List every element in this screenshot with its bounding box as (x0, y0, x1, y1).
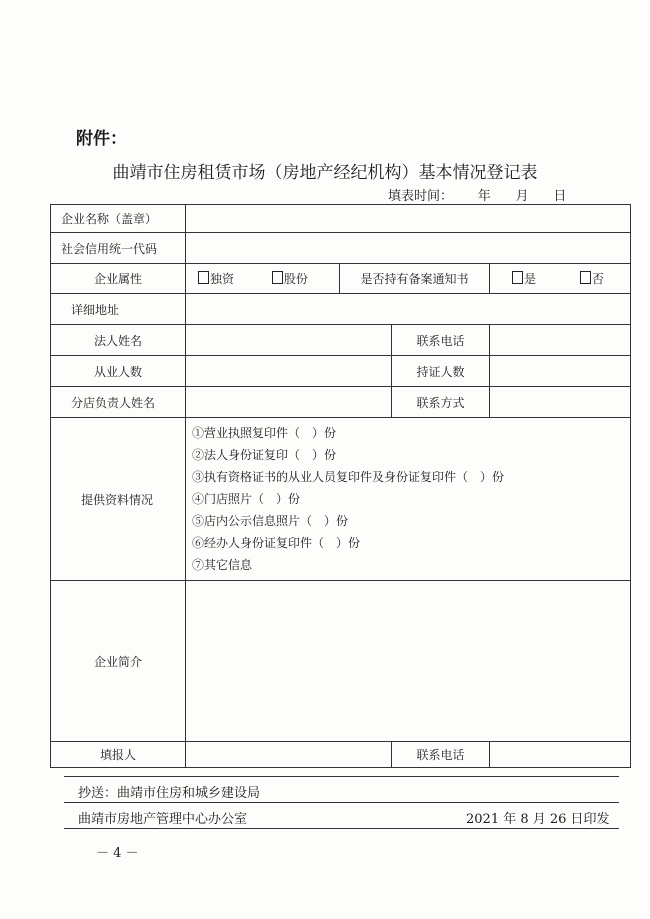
row-legal-person (51, 325, 631, 356)
credit-code-field[interactable] (186, 233, 631, 264)
registration-form (50, 204, 631, 768)
option-share[interactable]: 股份 (272, 270, 308, 287)
row-materials (51, 418, 631, 581)
checkbox-icon (512, 271, 523, 284)
contact-method-field[interactable] (490, 387, 631, 418)
attribute-label: 企业属性 (51, 264, 186, 294)
fill-time: 填表时间： 年 月 日 (388, 189, 567, 204)
form-title: 曲靖市住房租赁市场（房地产经纪机构）基本情况登记表 (112, 163, 538, 183)
cc-line: 抄送：曲靖市住房和城乡建设局 (78, 786, 261, 801)
branch-manager-label: 分店负责人姓名 (51, 387, 186, 418)
intro-label: 企业简介 (51, 581, 186, 742)
materials-label: 提供资料情况 (51, 418, 186, 581)
row-branch-manager (51, 387, 631, 418)
attachment-label: 附件： (76, 129, 127, 149)
filler-field[interactable] (186, 742, 392, 768)
row-filler (51, 742, 631, 768)
row-employees (51, 356, 631, 387)
page-number: － 4 － (96, 846, 139, 861)
address-label: 详细地址 (51, 294, 186, 325)
certified-field[interactable] (490, 356, 631, 387)
issuing-office: 曲靖市房地产管理中心办公室 (78, 812, 248, 827)
option-yes[interactable]: 是 (512, 270, 536, 287)
checkbox-icon (580, 271, 591, 284)
material-item: ①营业执照复印件（ ）份 (192, 426, 337, 440)
material-item: ②法人身份证复印（ ）份 (192, 448, 337, 462)
material-item: ⑦其它信息 (192, 558, 253, 572)
material-item: ③执有资格证书的从业人员复印件及身份证复印件（ ）份 (192, 470, 505, 484)
footer-middle-rule (64, 802, 619, 803)
contact-phone-label: 联系电话 (392, 325, 490, 356)
legal-person-field[interactable] (186, 325, 392, 356)
material-item: ⑤店内公示信息照片（ ）份 (192, 514, 349, 528)
option-no[interactable]: 否 (580, 270, 604, 287)
address-field[interactable] (186, 294, 631, 325)
footer-bottom-rule (64, 828, 619, 829)
row-company-name (51, 205, 631, 233)
employees-field[interactable] (186, 356, 392, 387)
material-item: ⑥经办人身份证复印件（ ）份 (192, 536, 361, 550)
contact-phone-field[interactable] (490, 325, 631, 356)
employees-label: 从业人数 (51, 356, 186, 387)
filler-label: 填报人 (51, 742, 186, 768)
materials-list (186, 418, 631, 581)
filing-options (490, 264, 631, 294)
branch-manager-field[interactable] (186, 387, 392, 418)
company-name-label: 企业名称（盖章） (51, 205, 186, 233)
row-address (51, 294, 631, 325)
certified-label: 持证人数 (392, 356, 490, 387)
row-credit-code (51, 233, 631, 264)
company-name-field[interactable] (186, 205, 631, 233)
legal-person-label: 法人姓名 (51, 325, 186, 356)
row-attribute (51, 264, 631, 294)
issue-date: 2021 年 8 月 26 日印发 (466, 812, 610, 827)
material-item: ④门店照片（ ）份 (192, 492, 301, 506)
footer-top-rule (64, 776, 619, 777)
filler-phone-field[interactable] (490, 742, 631, 768)
filler-phone-label: 联系电话 (392, 742, 490, 768)
filing-label: 是否持有备案通知书 (340, 264, 490, 294)
credit-code-label: 社会信用统一代码 (51, 233, 186, 264)
intro-field[interactable] (186, 581, 631, 742)
contact-method-label: 联系方式 (392, 387, 490, 418)
checkbox-icon (272, 271, 283, 284)
option-sole[interactable]: 独资 (198, 270, 234, 287)
row-intro (51, 581, 631, 742)
attribute-options (186, 264, 340, 294)
checkbox-icon (198, 271, 209, 284)
